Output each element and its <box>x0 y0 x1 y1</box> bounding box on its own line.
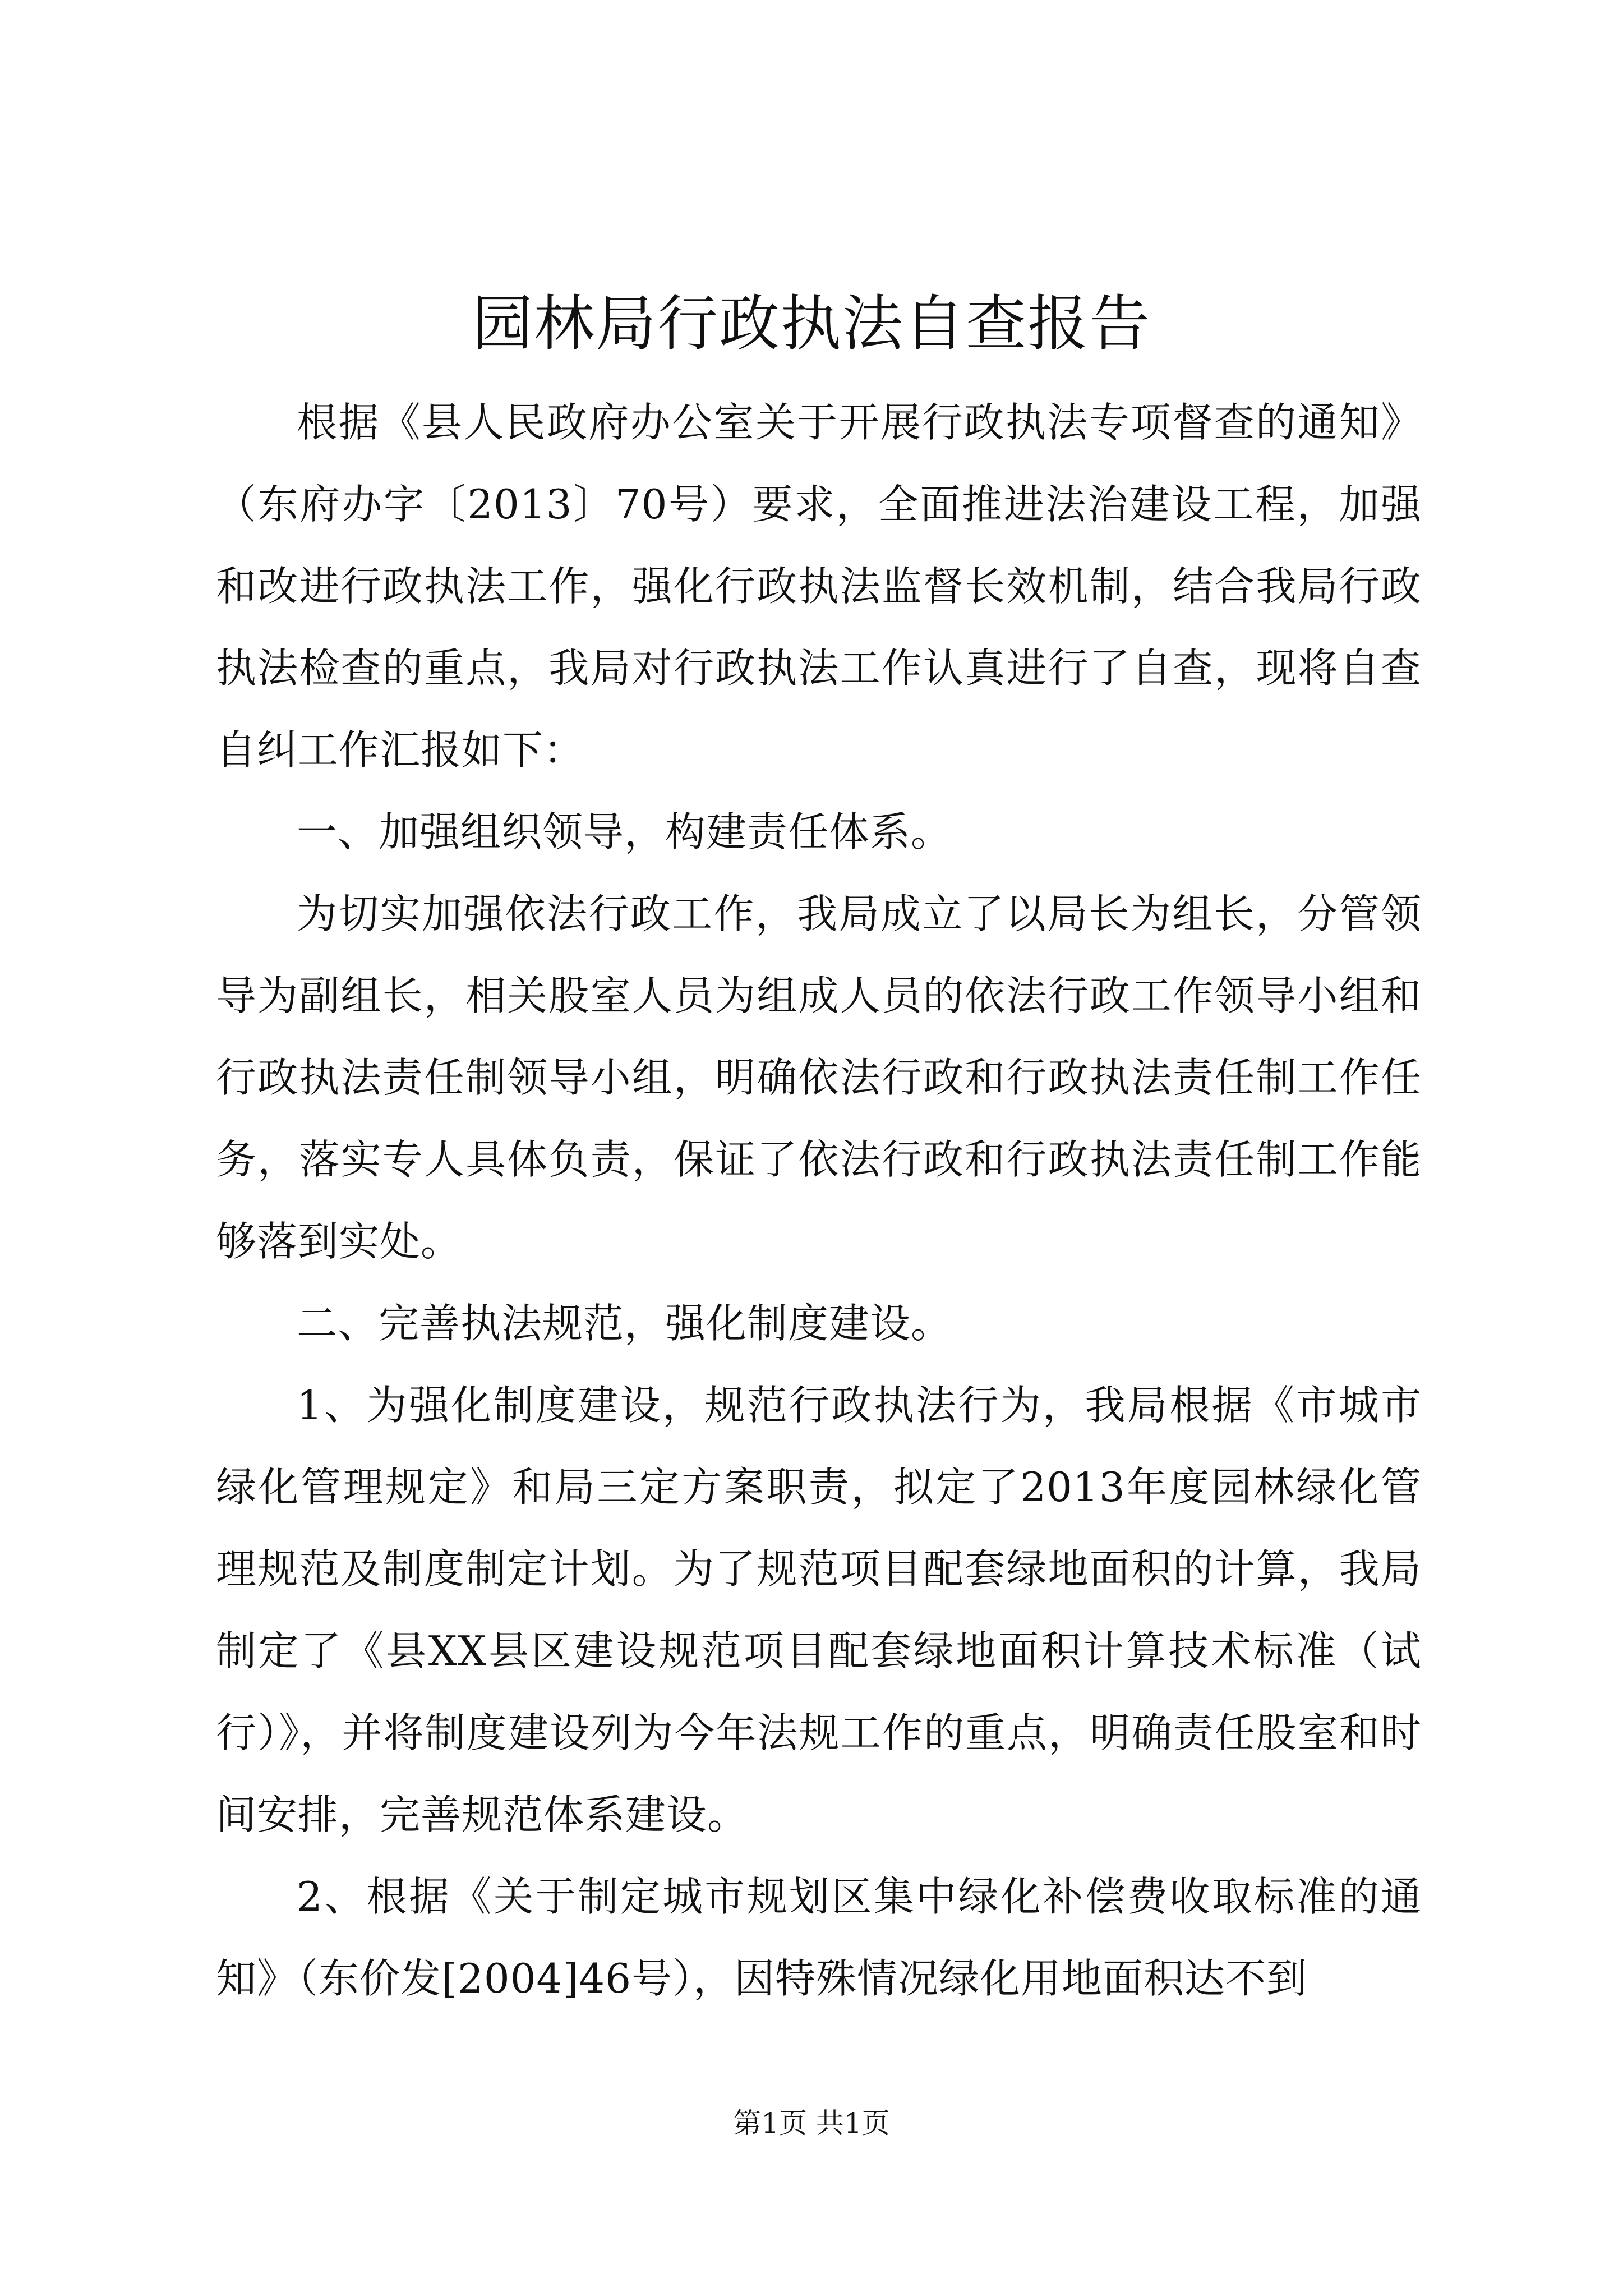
document-title: 园林局行政执法自查报告 <box>472 289 1151 359</box>
paragraph-item-2: 2、根据《关于制定城市规划区集中绿化补偿费收取标准的通知》（东价发[2004]46号），因特殊情况绿化用地面积达不到 <box>216 1873 1422 2002</box>
paragraph-intro: 根据《县人民政府办公室关于开展行政执法专项督查的通知》（东府办字〔2013〕70号）要求，全面推进法治建设工程，加强和改进行政执法工作，强化行政执法监督长效机制，结合我局行政执法检查的重点，我局对行政执法工作认真进行了自查，现将自查自纠工作汇报如下： <box>216 399 1422 774</box>
paragraph-section-1: 为切实加强依法行政工作，我局成立了以局长为组长，分管领导为副组长，相关股室人员为组成人员的依法行政工作领导小组和行政执法责任制领导小组，明确依法行政和行政执法责任制工作任务，落实专人具体负责，保证了依法行政和行政执法责任制工作能够落到实处。 <box>216 890 1422 1265</box>
document-body <box>216 381 1422 2019</box>
section-heading-2: 二、完善执法规范，强化制度建设。 <box>297 1300 952 1347</box>
paragraph-item-1: 1、为强化制度建设，规范行政执法行为，我局根据《市城市绿化管理规定》和局三定方案职责，拟定了2013年度园林绿化管理规范及制度制定计划。为了规范项目配套绿地面积的计算，我局制定了《县XX县区建设规范项目配套绿地面积计算技术标准（试行）》，并将制度建设列为今年法规工作的重点，明确责任股室和时间安排，完善规范体系建设。 <box>216 1382 1422 1838</box>
page-footer: 第1页 共1页 <box>733 2107 890 2139</box>
section-heading-1: 一、加强组织领导，构建责任体系。 <box>297 808 952 855</box>
